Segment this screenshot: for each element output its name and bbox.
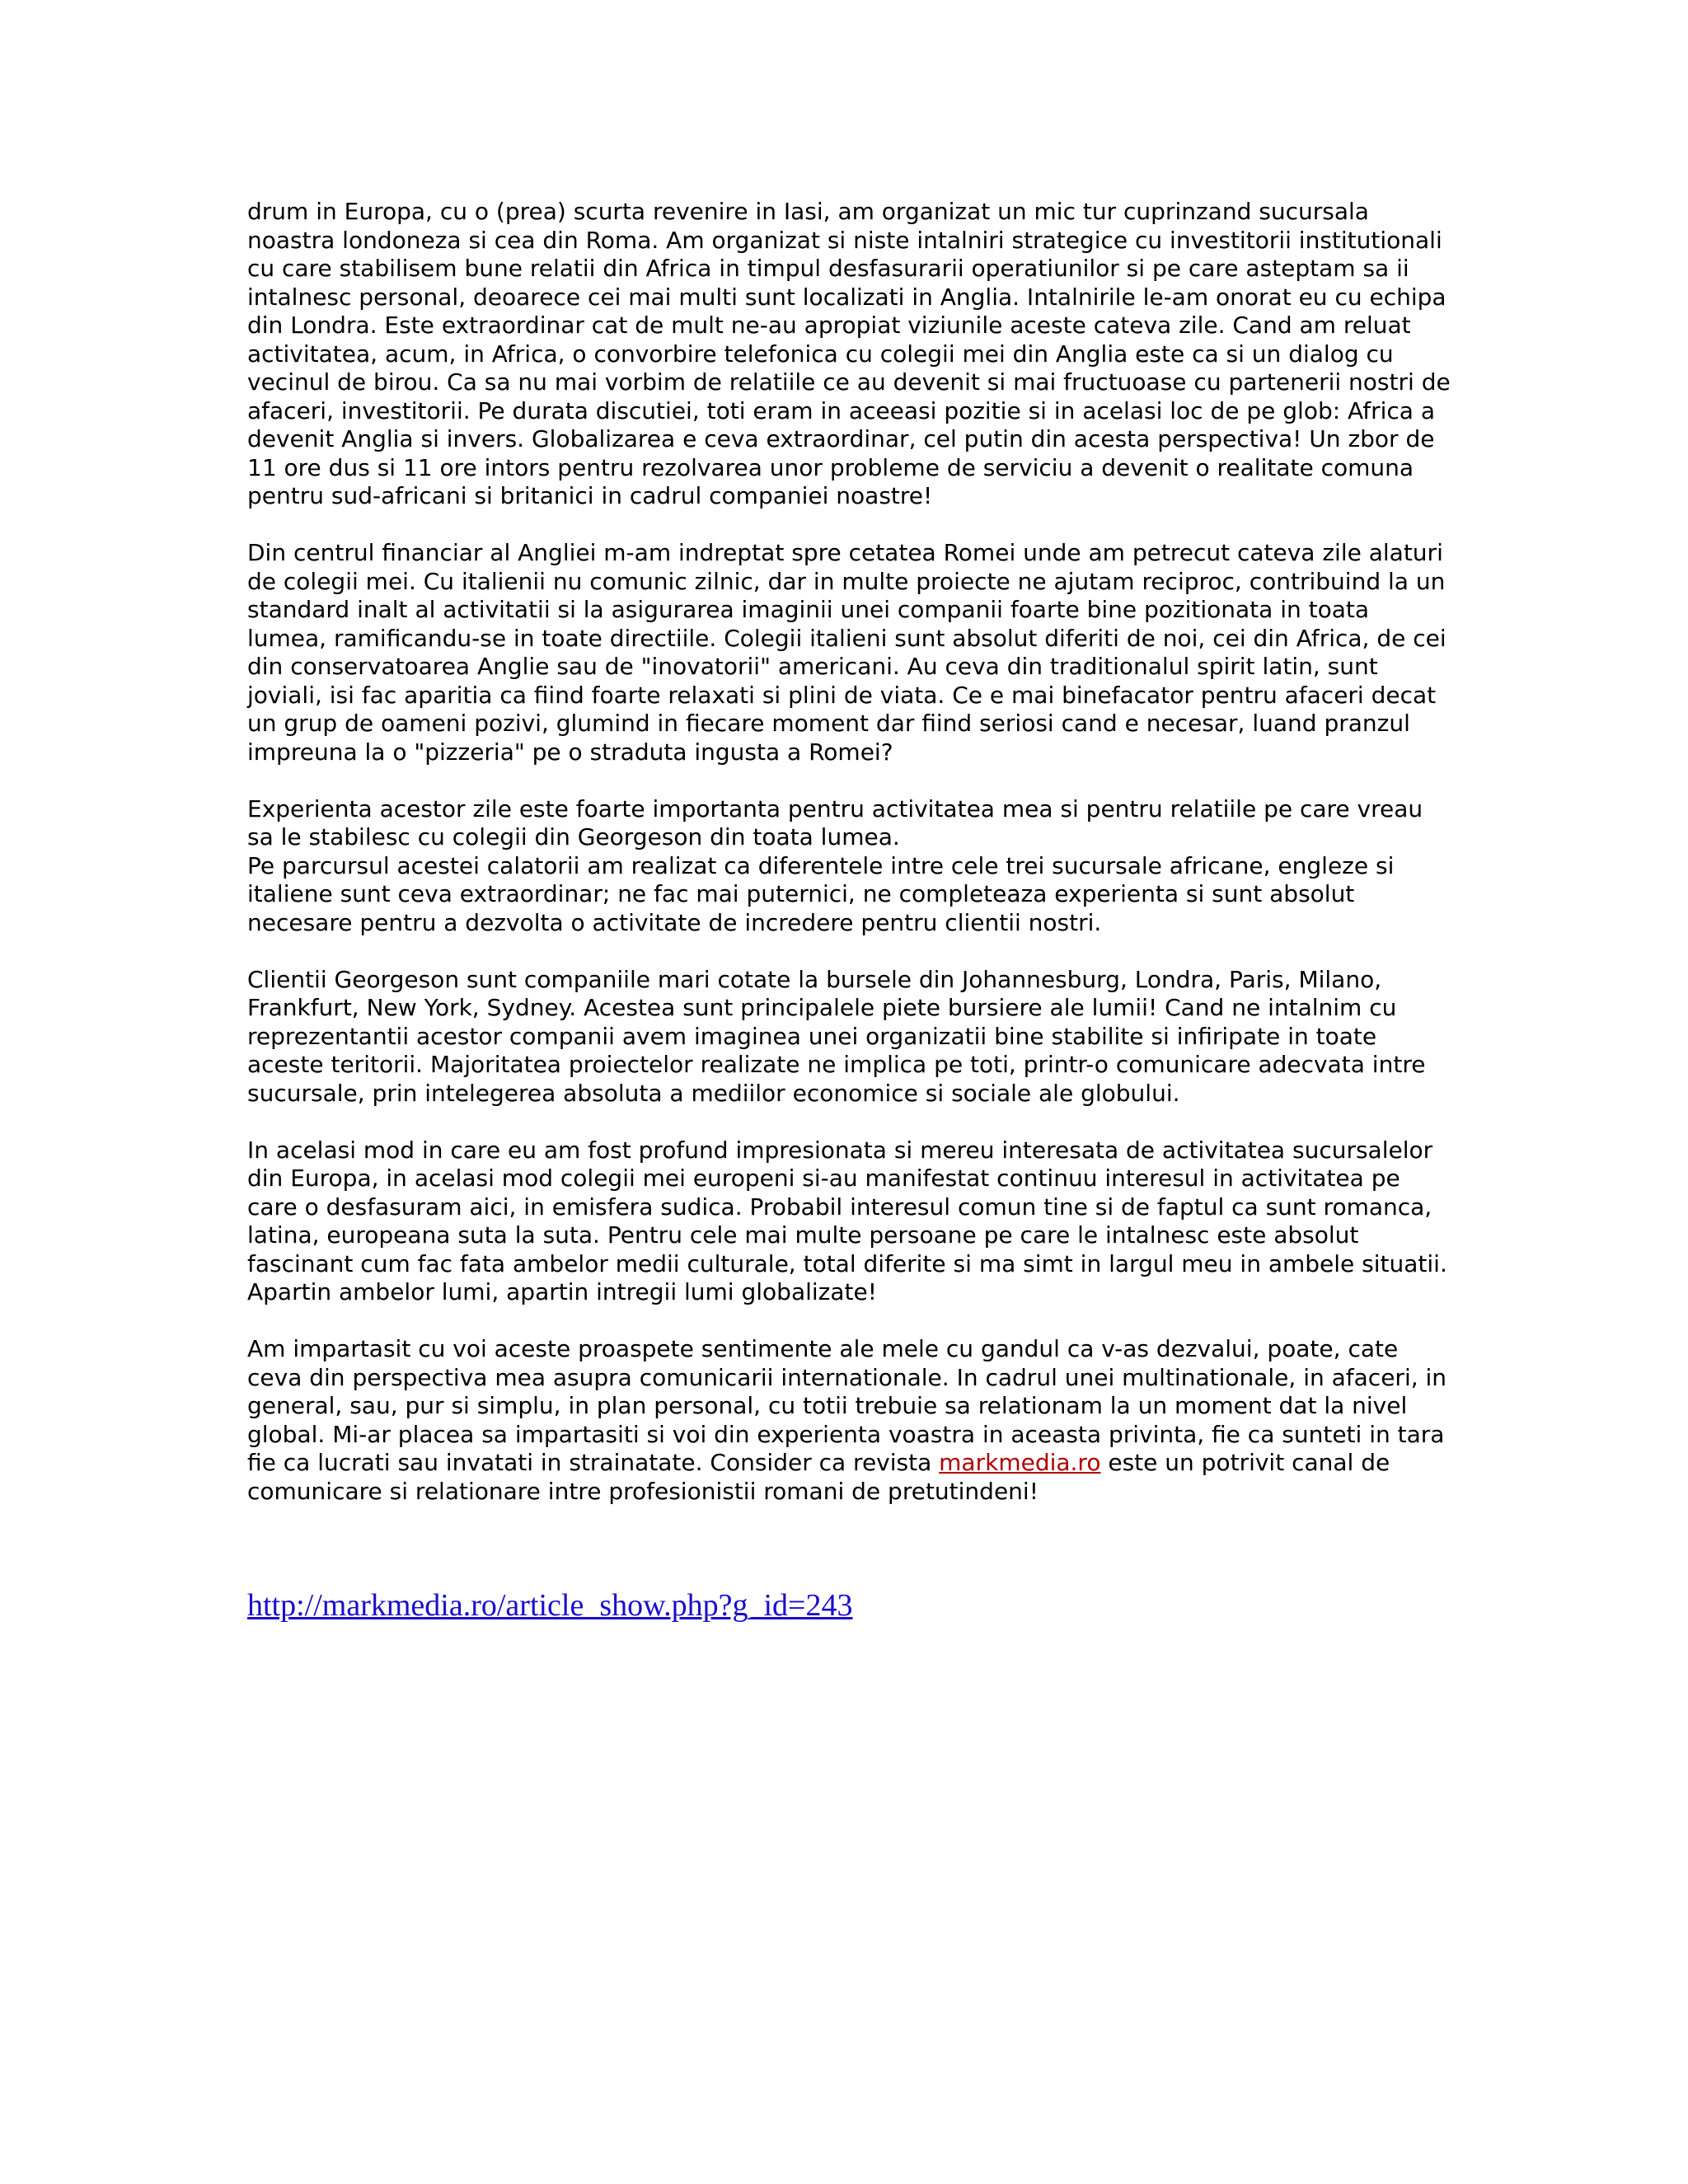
paragraph-differences: Pe parcursul acestei calatorii am realizat ca diferentele intre cele trei sucursale africane, engleze si italiene sunt ceva extraordinar; ne fac mai puternici, ne completeaza experienta si sunt absolut necesare pentru a dezvolta o activitate de incredere pentru clientii nostri. (247, 851, 1395, 936)
markmedia-link[interactable]: markmedia.ro (939, 1449, 1101, 1476)
paragraph-travel-europe: drum in Europa, cu o (prea) scurta revenire in Iasi, am organizat un mic tur cuprinzand sucursala noastra londoneza si cea din Roma. Am organizat si niste intalniri strategice cu investitorii institutionali cu care stabilisem bune relatii din Africa in timpul desfasurarii operatiunilor si pe care asteptam sa ii intalnesc personal, deoarece cei mai multi sunt localizati in Anglia. Intalnirile le-am onorat eu cu echipa din Londra. Este extraordinar cat de mult ne-au apropiat viziunile aceste cateva zile. Cand am reluat activitatea, acum, in Africa, o convorbire telefonica cu colegii mei din Anglia este ca si un dialog cu vecinul de birou. Ca sa nu mai vorbim de relatiile ce au devenit si mai fructuoase cu partenerii nostri de afaceri, investitorii. Pe durata discutiei, toti eram in aceeasi pozitie si in acelasi loc de pe glob: Africa a devenit Anglia si invers. Globalizarea e ceva extraordinar, cel putin din acesta perspectiva! Un zbor de 11 ore dus si 11 ore intors pentru rezolvarea unor probleme de serviciu a devenit o realitate comuna pentru sud-africani si britanici in cadrul companiei noastre! (247, 198, 1451, 509)
paragraph-rome-colleagues: Din centrul financiar al Angliei m-am indreptat spre cetatea Romei unde am petrecut cateva zile alaturi de colegii mei. Cu italienii nu comunic zilnic, dar in multe proiecte ne ajutam reciproc, contribuind la un standard inalt al activitatii si la asigurarea imaginii unei companii foarte bine pozitionata in toata lumea, ramificandu-se in toate directiile. Colegii italieni sunt absolut diferiti de noi, cei din Africa, de cei din conservatoarea Anglie sau de "inovatorii" americani. Au ceva din traditionalul spirit latin, sunt joviali, isi fac aparitia ca fiind foarte relaxati si plini de viata. Ce e mai binefacator pentru afaceri decat un grup de oameni pozivi, glumind in fiecare moment dar fiind seriosi cand e necesar, luand pranzul impreuna la o "pizzeria" pe o straduta ingusta a Romei? (247, 539, 1447, 766)
paragraph-experience: Experienta acestor zile este foarte importanta pentru activitatea mea si pentru relatiile pe care vreau sa le stabilesc cu colegii din Georgeson din toata lumea. (247, 794, 1423, 851)
source-url-link[interactable]: http://markmedia.ro/article_show.php?g_id=243 (247, 1588, 853, 1623)
article-body (247, 198, 1451, 1535)
paragraph-interest: In acelasi mod in care eu am fost profund impresionata si mereu interesata de activitatea sucursalelor din Europa, in acelasi mod colegii mei europeni si-au manifestat continuu interesul in activitatea pe care o desfasuram aici, in emisfera sudica. Probabil interesul comun tine si de faptul ca sunt romanca, latina, europeana suta la suta. Pentru cele mai multe persoane pe care le intalnesc este absolut fascinant cum fac fata ambelor medii culturale, total diferite si ma simt in largul meu in ambele situatii. Apartin ambelor lumi, apartin intregii lumi globalizate! (247, 1136, 1447, 1305)
paragraph-closing (247, 1335, 1451, 1506)
paragraph-clients: Clientii Georgeson sunt companiile mari cotate la bursele din Johannesburg, Londra, Paris, Milano, Frankfurt, New York, Sydney. Acestea sunt principalele piete bursiere ale lumii! Cand ne intalnim cu reprezentantii acestor companii avem imaginea unei organizatii bine stabilite si infiripate in toate aceste teritorii. Majoritatea proiectelor realizate ne implica pe toti, printr-o comunicare adecvata intre sucursale, prin intelegerea absoluta a mediilor economice si sociale ale globului. (247, 965, 1426, 1107)
closing-text-before-link: Am impartasit cu voi aceste proaspete sentimente ale mele cu gandul ca v-as dezvalui, poate, cate ceva din perspectiva mea asupra comunicarii internationale. In cadrul unei multinationale, in afaceri, in general, sau, pur si simplu, in plan personal, cu totii trebuie sa relationam la un moment dat la nivel global. Mi-ar placea sa impartasiti si voi din experienta voastra in aceasta privinta, fie ca sunteti in tara fie ca lucrati sau invatati in strainatate. Consider ca revista (247, 1335, 1447, 1476)
closing-text-after-link: este un potrivit canal de comunicare si relationare intre profesionistii romani de pretutindeni! (247, 1449, 1390, 1505)
